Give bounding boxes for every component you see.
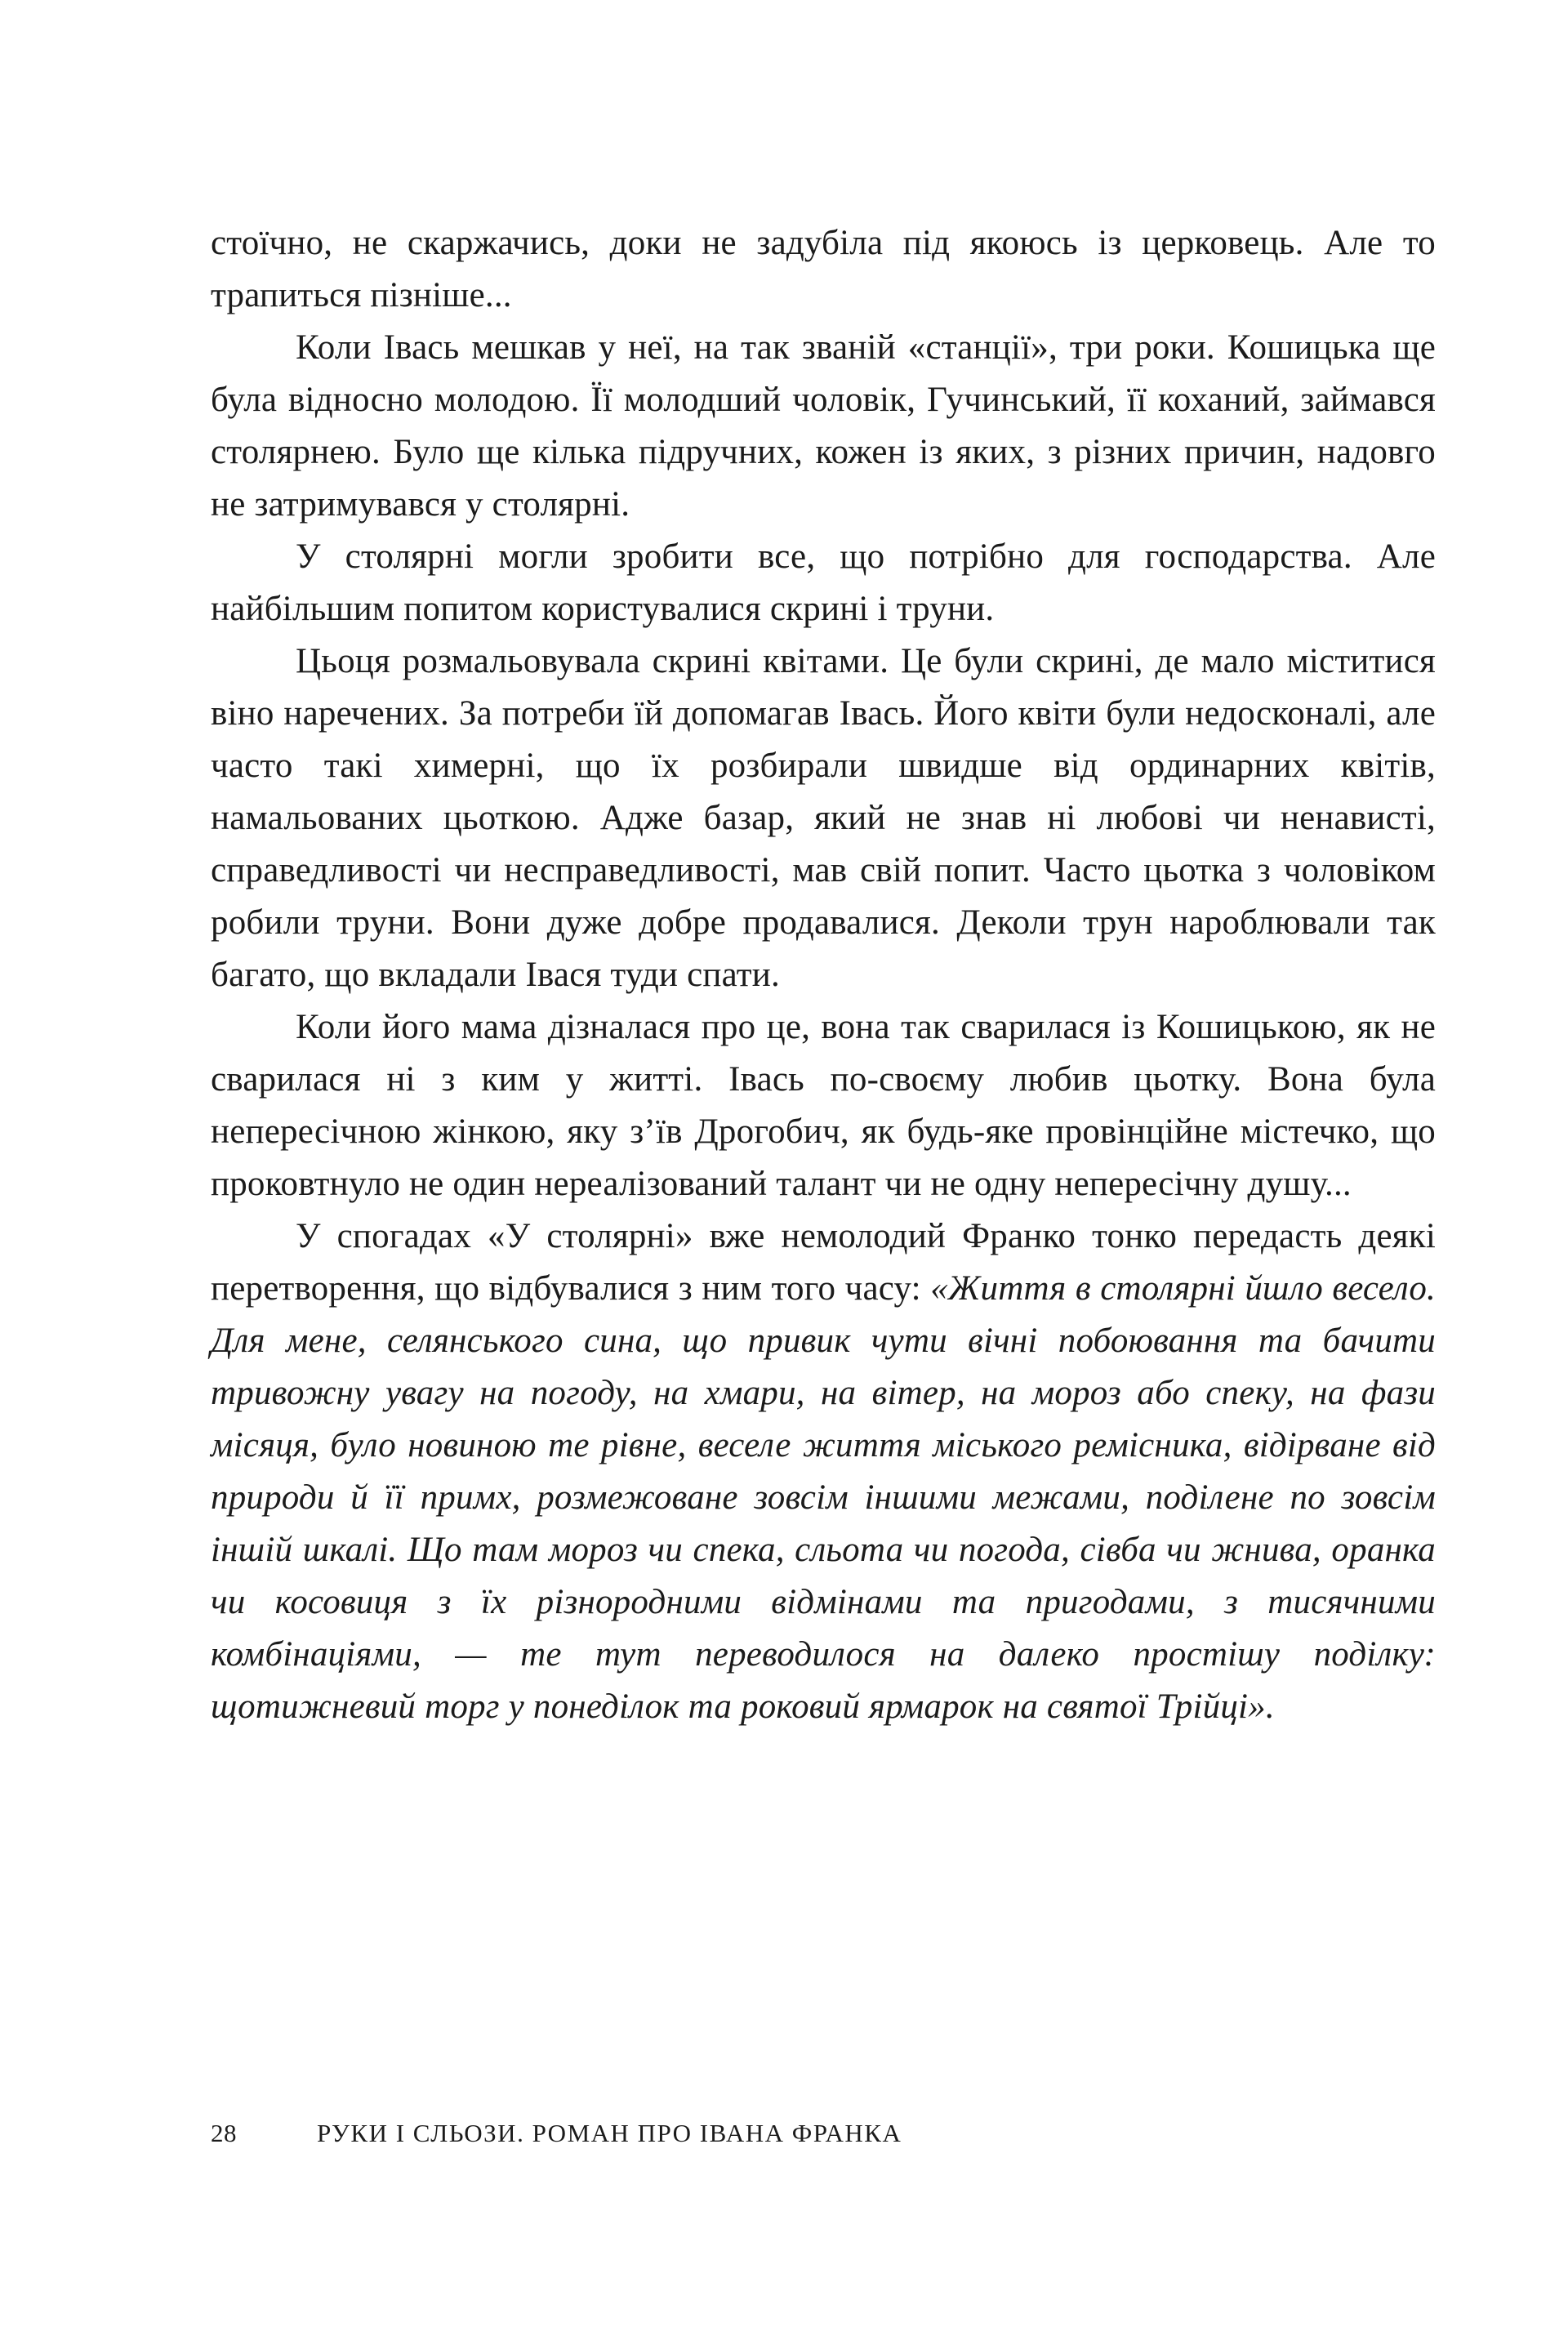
paragraph	[211, 1210, 1436, 1733]
body-text: У столярні могли зробити все, що потрібно для господарства. Але найбільшим попитом користувалися скрині і труни.	[211, 537, 1436, 628]
body-text: Цьоця розмальовувала скрині квітами. Це були скрині, де мало міститися віно наречених. За потреби їй допомагав Івась. Його квіти були недосконалі, але часто такі химерні, що їх розбирали швидше від ординарних квітів, намальованих цьоткою. Адже базар, який не знав ні любові чи ненависті, справедливості чи несправедливості, мав свій попит. Часто цьотка з чоловіком робили труни. Вони дуже добре продавалися. Деколи трун нароблювали так багато, що вкладали Івася туди спати.	[211, 642, 1436, 994]
page-number: 28	[211, 2119, 237, 2147]
paragraph	[211, 531, 1436, 635]
body-text: стоїчно, не скаржачись, доки не задубіла під якоюсь із церковець. Але то трапиться пізніше...	[211, 224, 1436, 314]
paragraph	[211, 1001, 1436, 1210]
page-footer	[211, 2117, 1436, 2150]
body-text: У спогадах «У столярні» вже немолодий Франко тонко передасть деякі перетворення, що відбувалися з ним того часу:	[211, 1217, 1436, 1308]
paragraph	[211, 635, 1436, 1001]
paragraph	[211, 217, 1436, 322]
body-text: Коли Івась мешкав у неї, на так званій «станції», три роки. Кошицька ще була відносно молодою. Її молодший чоловік, Гучинський, її коханий, займався столярнею. Було ще кілька підручних, кожен із яких, з різних причин, надовго не затримувався у столярні.	[211, 328, 1436, 524]
paragraph	[211, 322, 1436, 531]
body-text: Коли його мама дізналася про це, вона так сварилася із Кошицькою, як не сварилася ні з ким у житті. Івась по-своєму любив цьотку. Вона була непересічною жінкою, яку з’їв Дрогобич, як будь-яке провінційне містечко, що проковтнуло не один нереалізований талант чи не одну непересічну душу...	[211, 1008, 1436, 1203]
text-block	[211, 217, 1436, 1733]
quote-text: «Життя в столярні йшло весело. Для мене, селянського сина, що привик чути вічні побоювання та бачити тривожну увагу на погоду, на хмари, на вітер, на мороз або спеку, на фази місяця, було новиною те рівне, веселе життя міського ремісника, відірване від природи й її примх, розмежоване зовсім іншими межами, поділене по зовсім іншій шкалі. Що там мороз чи спека, сльота чи погода, сівба чи жнива, оранка чи косовиця з їх різнородними відмінами та пригодами, з тисячними комбінаціями, — те тут переводилося на далеко простішу поділку: щотижневий торг у понеділок та роковий ярмарок на святої Трійці».	[211, 1269, 1436, 1726]
running-title: РУКИ І СЛЬОЗИ. РОМАН ПРО ІВАНА ФРАНКА	[317, 2119, 902, 2147]
